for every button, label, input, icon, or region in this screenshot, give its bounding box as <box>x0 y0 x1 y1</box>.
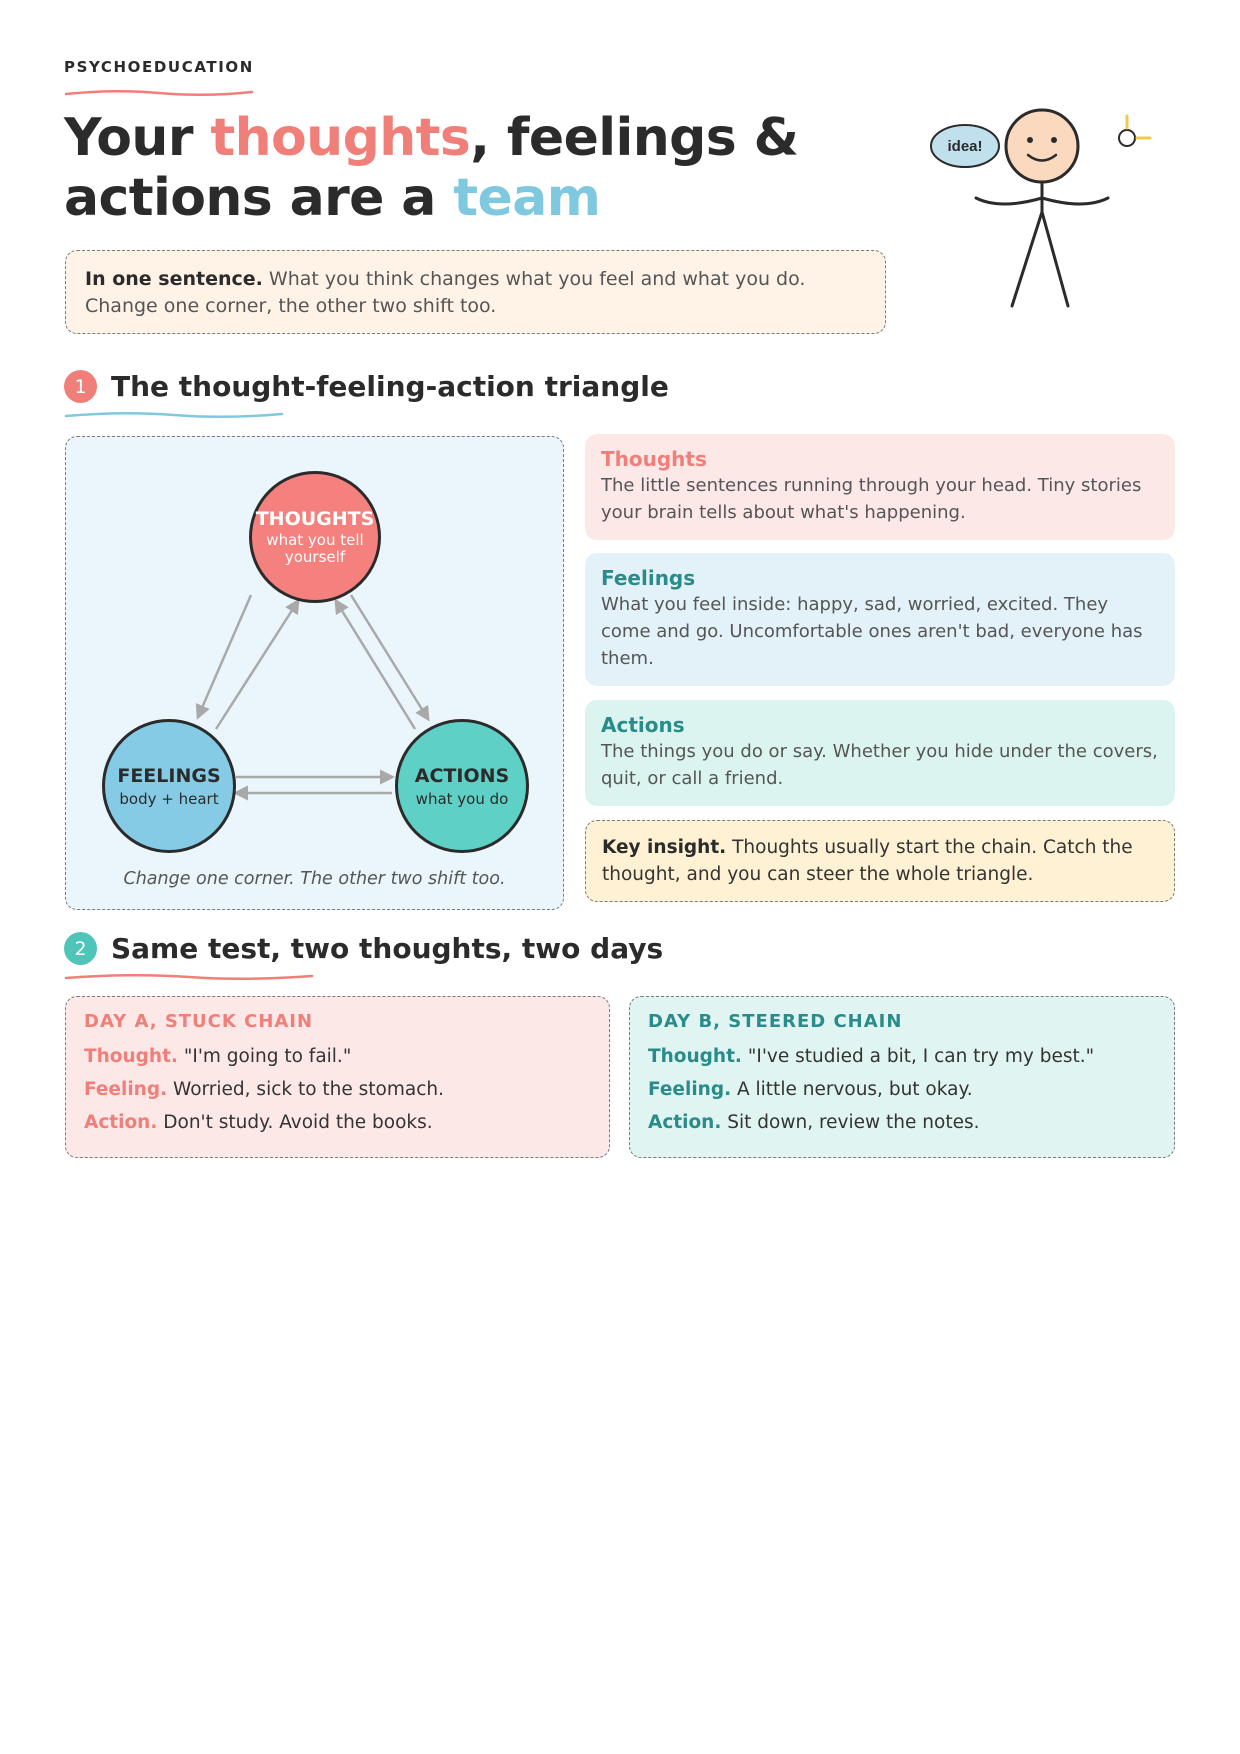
card-actions-title: Actions <box>601 713 685 737</box>
day-b-thought-label: Thought. <box>648 1046 742 1067</box>
day-b-action-label: Action. <box>648 1112 722 1133</box>
feelings-circle-sub: body + heart <box>119 789 219 808</box>
title-highlight-thoughts: thoughts <box>210 108 471 168</box>
day-b-thought-row <box>648 1040 1156 1073</box>
summary-label: In one sentence. <box>85 268 263 290</box>
card-thoughts <box>585 434 1175 540</box>
day-b-feeling-row <box>648 1073 1156 1106</box>
diagram-caption: Change one corner. The other two shift too. <box>123 869 506 889</box>
day-a-title: DAY A, STUCK CHAIN <box>84 1011 314 1032</box>
section-2-heading <box>64 932 663 965</box>
section-1-number: 1 <box>64 370 97 403</box>
day-a-action-row <box>84 1106 591 1139</box>
card-thoughts-body: The little sentences running through your head. Tiny stories your brain tells about what's happening. <box>601 475 1142 523</box>
summary-box <box>65 250 886 334</box>
arrow-actions-to-thoughts <box>336 601 415 729</box>
section-1-underline <box>64 410 284 420</box>
arrow-thoughts-to-actions <box>351 595 428 719</box>
section-1-title: The thought-feeling-action triangle <box>111 370 669 403</box>
lightbulb-icon <box>1119 116 1150 146</box>
arrow-feelings-to-thoughts <box>216 601 298 729</box>
arrow-thoughts-to-feelings <box>198 595 251 717</box>
feelings-circle-name: FEELINGS <box>117 764 221 787</box>
card-actions <box>585 700 1175 806</box>
day-a-feeling-label: Feeling. <box>84 1079 168 1100</box>
title-part1: Your <box>64 108 211 168</box>
title-highlight-team: team <box>453 168 601 228</box>
summary-text: What you think changes what you feel and what you do. Change one corner, the other two shift too. <box>85 268 806 317</box>
day-a-feeling-text: Worried, sick to the stomach. <box>167 1079 445 1100</box>
day-b-action-row <box>648 1106 1156 1139</box>
thoughts-circle-name: THOUGHTS <box>255 508 375 530</box>
day-a-thought-text: "I'm going to fail." <box>177 1046 352 1067</box>
speech-bubble-text: idea! <box>947 138 983 155</box>
day-b-thought-text: "I've studied a bit, I can try my best." <box>741 1046 1095 1067</box>
actions-circle-sub: what you do <box>415 789 509 808</box>
card-feelings-body: What you feel inside: happy, sad, worried, excited. They come and go. Uncomfortable ones aren't bad, everyone has them. <box>601 594 1143 669</box>
actions-circle-name: ACTIONS <box>414 764 510 787</box>
actions-circle <box>395 719 529 853</box>
day-a-thought-label: Thought. <box>84 1046 178 1067</box>
day-b-feeling-text: A little nervous, but okay. <box>731 1079 973 1100</box>
key-insight-text: Thoughts usually start the chain. Catch the thought, and you can steer the whole triangle. <box>602 837 1133 885</box>
section-2-title: Same test, two thoughts, two days <box>111 932 664 965</box>
kicker-underline <box>64 88 254 98</box>
section-1-heading <box>64 370 669 403</box>
day-a-feeling-row <box>84 1073 591 1106</box>
day-b-action-text: Sit down, review the notes. <box>721 1112 980 1133</box>
key-insight-label: Key insight. <box>602 837 727 858</box>
title-part2: , feelings & <box>470 108 799 168</box>
day-b-feeling-label: Feeling. <box>648 1079 732 1100</box>
key-insight-box <box>585 820 1175 902</box>
day-a-thought-row <box>84 1040 591 1073</box>
stick-figure-illustration <box>920 100 1160 320</box>
card-actions-body: The things you do or say. Whether you hide under the covers, quit, or call a friend. <box>601 741 1158 789</box>
card-thoughts-title: Thoughts <box>601 447 707 471</box>
thoughts-circle <box>249 471 381 603</box>
section-2-underline <box>64 972 314 982</box>
section-2-number: 2 <box>64 932 97 965</box>
day-a-action-text: Don't study. Avoid the books. <box>157 1112 433 1133</box>
page-title <box>64 108 798 228</box>
kicker: PSYCHOEDUCATION <box>64 58 254 76</box>
day-a-card <box>65 996 610 1158</box>
day-b-card <box>629 996 1175 1158</box>
speech-bubble <box>931 125 999 167</box>
feelings-circle <box>102 719 236 853</box>
title-part3: actions are a <box>64 168 454 228</box>
card-feelings <box>585 553 1175 686</box>
card-feelings-title: Feelings <box>601 566 696 590</box>
thoughts-circle-sub: what you tell yourself <box>266 531 364 566</box>
triangle-diagram <box>65 436 564 910</box>
day-b-title: DAY B, STEERED CHAIN <box>648 1011 903 1032</box>
day-a-action-label: Action. <box>84 1112 158 1133</box>
